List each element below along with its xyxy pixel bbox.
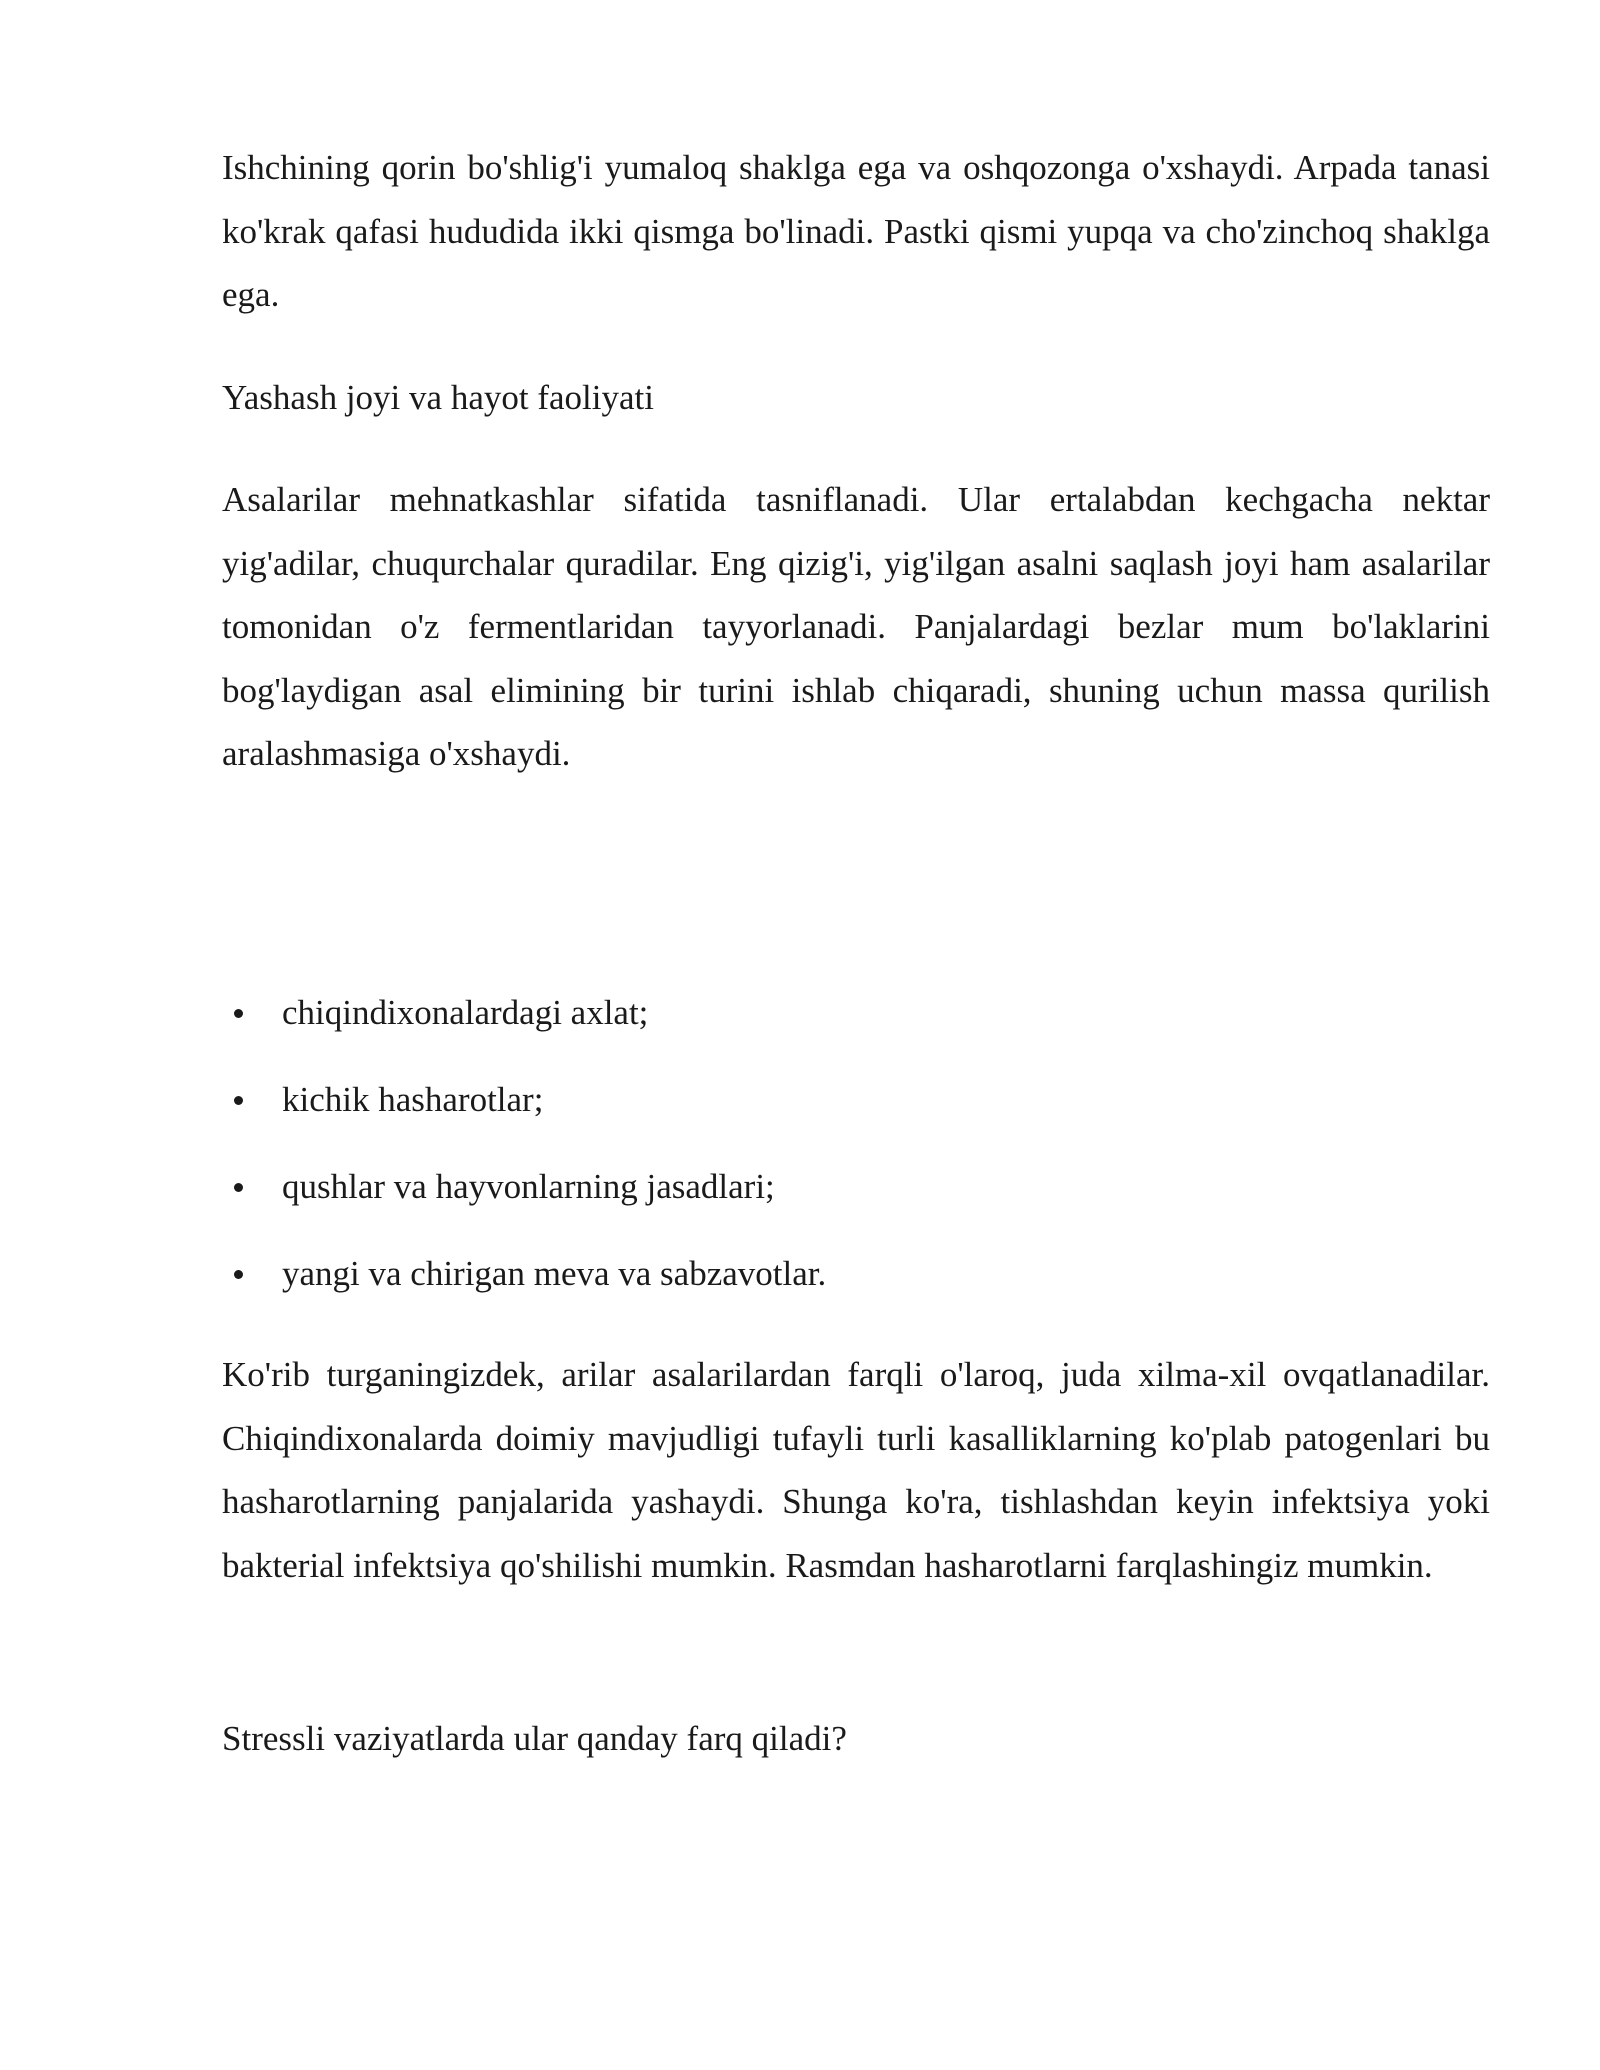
- list-item-text: yangi va chirigan meva va sabzavotlar.: [282, 1254, 827, 1293]
- wasp-diet-list: [222, 989, 1490, 1337]
- paragraph-wasp-diet: Ko'rib turganingizdek, arilar asalarilardan farqli o'laroq, juda xilma-xil ovqatlanadilar. Chiqindixonalarda doimiy mavjudligi tufayli turli kasalliklarning ko'plab patogenlari bu hasharotlarning panjalarida yashaydi. Shunga ko'ra, tishlashdan keyin infektsiya yoki bakterial infektsiya qo'shilishi mumkin. Rasmdan hasharotlarni farqlashingiz mumkin.: [222, 1355, 1490, 1585]
- document-page: [222, 136, 1490, 1758]
- list-item-text: qushlar va hayvonlarning jasadlari;: [282, 1167, 775, 1206]
- bullet-icon: [234, 1096, 243, 1105]
- bullet-icon: [234, 1009, 243, 1018]
- bullet-icon: [234, 1270, 243, 1279]
- section-heading-habitat: Yashash joyi va hayot faoliyati: [222, 377, 654, 417]
- list-item: [222, 1076, 1490, 1163]
- paragraph-bees-workers: Asalarilar mehnatkashlar sifatida tasniflanadi. Ular ertalabdan kechgacha nektar yig'adilar, chuqurchalar quradilar. Eng qizig'i, yig'ilgan asalni saqlash joyi ham asalarilar tomonidan o'z fermentlaridan tayyorlanadi. Panjalardagi bezlar mum bo'laklarini bog'laydigan asal elimining bir turini ishlab chiqaradi, shuning uchun massa qurilish aralashmasiga o'xshaydi.: [222, 480, 1490, 773]
- bullet-icon: [234, 1183, 243, 1192]
- list-item-text: chiqindixonalardagi axlat;: [282, 993, 649, 1032]
- list-item: [222, 989, 1490, 1076]
- list-item-text: kichik hasharotlar;: [282, 1080, 544, 1119]
- list-item: [222, 1250, 1490, 1337]
- paragraph-abdomen-shape: Ishchining qorin bo'shlig'i yumaloq shaklga ega va oshqozonga o'xshaydi. Arpada tanasi ko'krak qafasi hududida ikki qismga bo'linadi. Pastki qismi yupqa va cho'zinchoq shaklga ega.: [222, 148, 1490, 314]
- section-heading-stress: Stressli vaziyatlarda ular qanday farq qiladi?: [222, 1719, 847, 1758]
- list-item: [222, 1163, 1490, 1250]
